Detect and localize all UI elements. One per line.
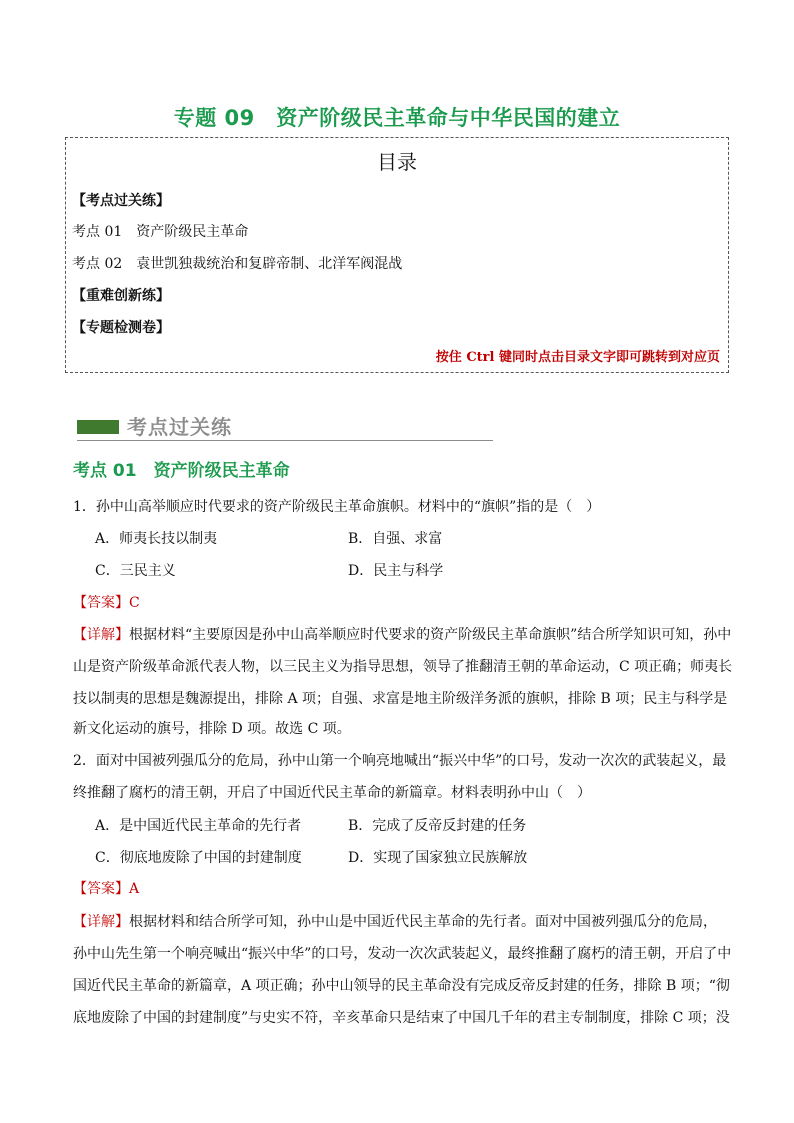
document-title: 专题 09 资产阶级民主革命与中华民国的建立 — [173, 106, 621, 130]
question-1-option-a: A．师夷长技以制夷 — [95, 531, 218, 547]
question-2-stem: 2．面对中国被列强瓜分的危局，孙中山第一个响亮地喊出“振兴中华”的口号，发动一次次的武装起义，最 — [73, 753, 727, 769]
detail-label: 【详解】 — [73, 627, 129, 643]
answer-label: 【答案】 — [73, 595, 129, 611]
toc-link-kaodian-guoguan[interactable]: 【考点过关练】 — [72, 193, 170, 209]
question-1-detail-line: 技以制夷的思想是魏源提出，排除 A 项；自强、求富是地主阶级洋务派的旗帜，排除 B 项；民主与科学是 — [73, 691, 728, 707]
question-1-option-c: C．三民主义 — [95, 563, 176, 579]
section-banner — [77, 409, 493, 443]
banner-divider — [77, 440, 493, 441]
question-1-option-b: B．自强、求富 — [348, 531, 443, 547]
banner-title: 考点过关练 — [127, 415, 232, 439]
answer-label: 【答案】 — [73, 881, 129, 897]
question-2-option-b: B．完成了反帝反封建的任务 — [348, 818, 527, 834]
question-2-stem: 终推翻了腐朽的清王朝，开启了中国近代民主革命的新篇章。材料表明孙中山（ ） — [73, 785, 591, 801]
toc-link-kaodian-02[interactable]: 考点 02 袁世凯独裁统治和复辟帝制、北洋军阀混战 — [72, 256, 403, 272]
detail-label: 【详解】 — [73, 914, 129, 930]
question-2-detail-line: 孙中山先生第一个响亮喊出“振兴中华”的口号，发动一次次武装起义，最终推翻了腐朽的清王朝，开启了中 — [73, 946, 732, 962]
toc-link-kaodian-01[interactable]: 考点 01 资产阶级民主革命 — [72, 224, 249, 240]
question-1-option-d: D．民主与科学 — [348, 563, 444, 579]
question-1-answer — [73, 593, 140, 613]
question-2-detail-line: 底地废除了中国的封建制度”与史实不符，辛亥革命只是结束了中国几千年的君主专制制度，排除 C 项；没 — [73, 1010, 730, 1026]
question-1-detail-line — [73, 625, 731, 645]
question-2-option-c: C．彻底地废除了中国的封建制度 — [95, 850, 302, 866]
table-of-contents — [65, 137, 729, 373]
answer-value: A — [129, 881, 140, 897]
section-heading: 考点 01 资产阶级民主革命 — [73, 461, 290, 481]
question-2-option-d: D．实现了国家独立民族解放 — [348, 850, 528, 866]
banner-bar — [77, 420, 119, 434]
answer-value: C — [129, 595, 140, 611]
toc-note: 按住 Ctrl 键同时点击目录文字即可跳转到对应页 — [435, 350, 720, 365]
toc-link-jiance[interactable]: 【专题检测卷】 — [72, 320, 170, 336]
question-1-stem: 1．孙中山高举顺应时代要求的资产阶级民主革命旗帜。材料中的“旗帜”指的是（ ） — [73, 499, 601, 515]
question-2-option-a: A．是中国近代民主革命的先行者 — [95, 818, 302, 834]
detail-text: 根据材料和结合所学可知，孙中山是中国近代民主革命的先行者。面对中国被列强瓜分的危局， — [129, 914, 717, 930]
question-2-detail-line — [73, 912, 717, 932]
question-2-answer — [73, 879, 139, 899]
question-1-detail-line: 山是资产阶级革命派代表人物，以三民主义为指导思想，领导了推翻清王朝的革命运动，C 项正确；师夷长 — [73, 659, 733, 675]
toc-link-zhongnan[interactable]: 【重难创新练】 — [72, 288, 170, 304]
toc-heading: 目录 — [377, 150, 417, 174]
question-1-detail-line: 新文化运动的旗号，排除 D 项。故选 C 项。 — [73, 721, 351, 737]
detail-text: 根据材料“主要原因是孙中山高举顺应时代要求的资产阶级民主革命旗帜”结合所学知识可知，孙中 — [129, 627, 732, 643]
question-2-detail-line: 国近代民主革命的新篇章，A 项正确；孙中山领导的民主革命没有完成反帝反封建的任务，排除 B 项；“彻 — [73, 978, 730, 994]
